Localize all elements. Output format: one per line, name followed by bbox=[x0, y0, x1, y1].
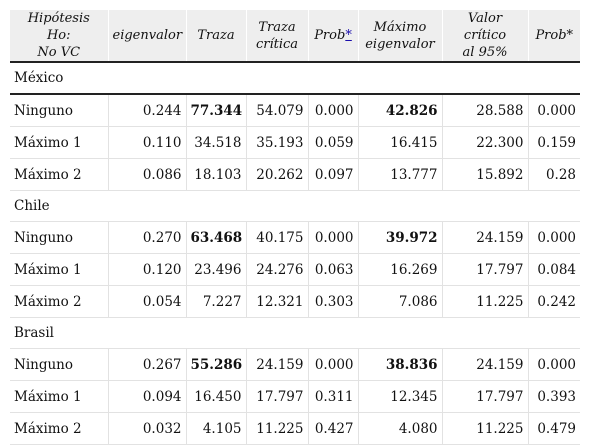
cell-max-eigenvalue: 7.086 bbox=[358, 286, 442, 318]
cell-eigenvalue: 0.120 bbox=[108, 254, 186, 286]
cell-hypothesis: Máximo 1 bbox=[10, 381, 108, 413]
cell-trace-critical: 11.225 bbox=[246, 413, 308, 445]
table-row bbox=[10, 127, 580, 159]
cell-prob-2: 0.479 bbox=[528, 413, 580, 445]
cell-hypothesis: Ninguno bbox=[10, 94, 108, 127]
cell-eigenvalue: 0.110 bbox=[108, 127, 186, 159]
cell-trace: 7.227 bbox=[186, 286, 246, 318]
cell-trace: 23.496 bbox=[186, 254, 246, 286]
cell-eigenvalue: 0.267 bbox=[108, 349, 186, 381]
cell-hypothesis: Máximo 1 bbox=[10, 127, 108, 159]
group-label: Chile bbox=[10, 191, 580, 222]
cell-prob: 0.000 bbox=[308, 349, 358, 381]
cell-hypothesis: Máximo 1 bbox=[10, 254, 108, 286]
header-prob bbox=[308, 10, 358, 62]
cell-trace: 55.286 bbox=[186, 349, 246, 381]
cell-trace: 77.344 bbox=[186, 94, 246, 127]
cell-max-eigenvalue: 4.080 bbox=[358, 413, 442, 445]
cell-prob-2: 0.000 bbox=[528, 222, 580, 254]
header-trace-critical-line1: Traza bbox=[258, 19, 296, 35]
table-row bbox=[10, 349, 580, 381]
cell-trace: 4.105 bbox=[186, 413, 246, 445]
cell-prob: 0.059 bbox=[308, 127, 358, 159]
cell-trace: 16.450 bbox=[186, 381, 246, 413]
header-hypothesis-line1: Hipótesis Ho: bbox=[27, 11, 90, 43]
table-row bbox=[10, 159, 580, 191]
cell-prob: 0.311 bbox=[308, 381, 358, 413]
table-row bbox=[10, 413, 580, 445]
header-max-eigenvalue-line1: Máximo bbox=[373, 19, 427, 35]
cell-prob-2: 0.000 bbox=[528, 349, 580, 381]
cell-critical-value-95: 17.797 bbox=[442, 381, 528, 413]
cell-trace-critical: 24.159 bbox=[246, 349, 308, 381]
cell-trace-critical: 12.321 bbox=[246, 286, 308, 318]
cell-critical-value-95: 24.159 bbox=[442, 222, 528, 254]
cell-trace-critical: 20.262 bbox=[246, 159, 308, 191]
cell-prob: 0.097 bbox=[308, 159, 358, 191]
results-table-container bbox=[10, 10, 580, 445]
cell-trace-critical: 24.276 bbox=[246, 254, 308, 286]
cell-prob: 0.000 bbox=[308, 222, 358, 254]
cell-critical-value-95: 24.159 bbox=[442, 349, 528, 381]
cell-eigenvalue: 0.270 bbox=[108, 222, 186, 254]
header-trace-critical-line2: crítica bbox=[255, 36, 299, 52]
group-row-brasil bbox=[10, 318, 580, 349]
table-row bbox=[10, 254, 580, 286]
cell-max-eigenvalue: 42.826 bbox=[358, 94, 442, 127]
table-row bbox=[10, 286, 580, 318]
header-max-eigenvalue-line2: eigenvalor bbox=[365, 36, 435, 52]
cell-eigenvalue: 0.086 bbox=[108, 159, 186, 191]
header-trace-critical bbox=[246, 10, 308, 62]
header-critical-value-95-line2: al 95% bbox=[462, 45, 508, 60]
cell-trace: 63.468 bbox=[186, 222, 246, 254]
cell-critical-value-95: 17.797 bbox=[442, 254, 528, 286]
header-max-eigenvalue bbox=[358, 10, 442, 62]
group-label: Brasil bbox=[10, 318, 580, 349]
cell-eigenvalue: 0.244 bbox=[108, 94, 186, 127]
header-row bbox=[10, 10, 580, 62]
cell-critical-value-95: 22.300 bbox=[442, 127, 528, 159]
cell-prob-2: 0.000 bbox=[528, 94, 580, 127]
cell-critical-value-95: 15.892 bbox=[442, 159, 528, 191]
table-header bbox=[10, 10, 580, 62]
group-row-mexico bbox=[10, 62, 580, 94]
header-critical-value-95-line1: Valor crítico bbox=[463, 11, 507, 43]
cell-max-eigenvalue: 38.836 bbox=[358, 349, 442, 381]
table-row bbox=[10, 94, 580, 127]
header-eigenvalue: eigenvalor bbox=[108, 10, 186, 62]
cell-max-eigenvalue: 12.345 bbox=[358, 381, 442, 413]
header-prob-2: Prob* bbox=[528, 10, 580, 62]
cell-prob-2: 0.28 bbox=[528, 159, 580, 191]
cell-critical-value-95: 11.225 bbox=[442, 286, 528, 318]
cell-trace: 18.103 bbox=[186, 159, 246, 191]
cell-hypothesis: Ninguno bbox=[10, 349, 108, 381]
header-critical-value-95 bbox=[442, 10, 528, 62]
table-row bbox=[10, 222, 580, 254]
header-hypothesis-line2: No VC bbox=[37, 45, 81, 60]
cell-trace: 34.518 bbox=[186, 127, 246, 159]
cell-critical-value-95: 11.225 bbox=[442, 413, 528, 445]
header-trace: Traza bbox=[186, 10, 246, 62]
group-label: México bbox=[10, 62, 580, 94]
cell-eigenvalue: 0.054 bbox=[108, 286, 186, 318]
cell-eigenvalue: 0.094 bbox=[108, 381, 186, 413]
prob-footnote-link[interactable]: * bbox=[345, 28, 352, 43]
cell-trace-critical: 54.079 bbox=[246, 94, 308, 127]
cell-trace-critical: 35.193 bbox=[246, 127, 308, 159]
cell-max-eigenvalue: 16.415 bbox=[358, 127, 442, 159]
table-body bbox=[10, 62, 580, 445]
cell-max-eigenvalue: 39.972 bbox=[358, 222, 442, 254]
cell-hypothesis: Ninguno bbox=[10, 222, 108, 254]
cell-hypothesis: Máximo 2 bbox=[10, 159, 108, 191]
cointegration-test-table bbox=[10, 10, 580, 445]
cell-critical-value-95: 28.588 bbox=[442, 94, 528, 127]
cell-max-eigenvalue: 13.777 bbox=[358, 159, 442, 191]
cell-hypothesis: Máximo 2 bbox=[10, 413, 108, 445]
cell-prob-2: 0.393 bbox=[528, 381, 580, 413]
cell-prob-2: 0.084 bbox=[528, 254, 580, 286]
cell-max-eigenvalue: 16.269 bbox=[358, 254, 442, 286]
cell-prob: 0.063 bbox=[308, 254, 358, 286]
group-row-chile bbox=[10, 191, 580, 222]
cell-prob: 0.427 bbox=[308, 413, 358, 445]
table-row bbox=[10, 381, 580, 413]
cell-trace-critical: 17.797 bbox=[246, 381, 308, 413]
cell-trace-critical: 40.175 bbox=[246, 222, 308, 254]
header-hypothesis bbox=[10, 10, 108, 62]
cell-prob-2: 0.242 bbox=[528, 286, 580, 318]
cell-prob: 0.303 bbox=[308, 286, 358, 318]
cell-eigenvalue: 0.032 bbox=[108, 413, 186, 445]
cell-prob-2: 0.159 bbox=[528, 127, 580, 159]
cell-prob: 0.000 bbox=[308, 94, 358, 127]
cell-hypothesis: Máximo 2 bbox=[10, 286, 108, 318]
header-prob-text: Prob bbox=[314, 28, 346, 43]
